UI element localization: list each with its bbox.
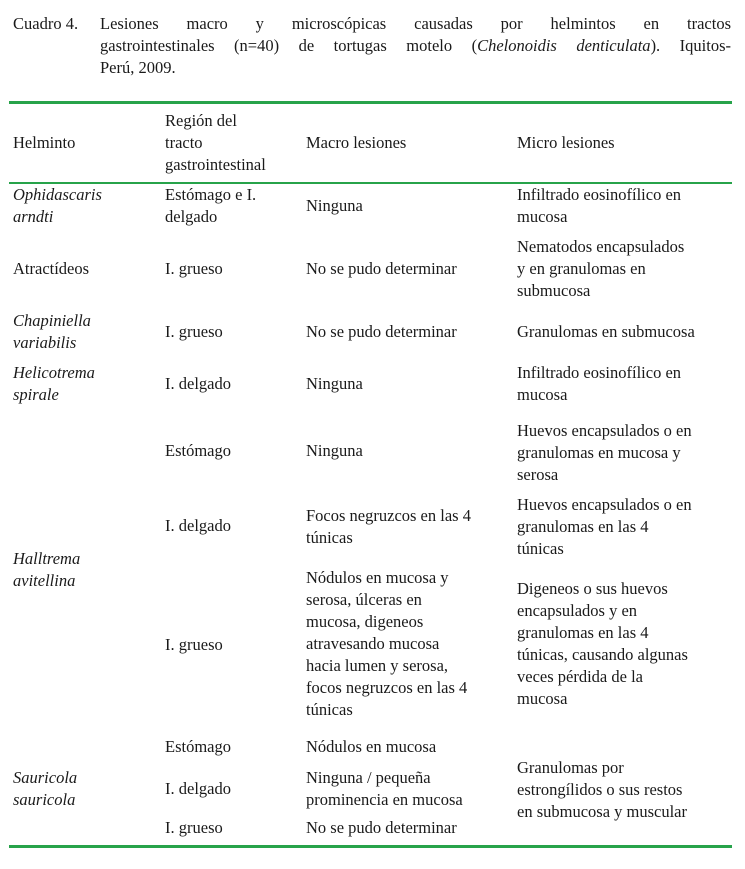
row-6-micro: Granulomas por estrongílidos o sus restos en submucosa y muscular [517,758,688,821]
row-4-helminto: Helicotrema spirale [13,363,95,404]
header-region: Región del tracto gastrointestinal [165,111,266,174]
row-5b-micro: Huevos encapsulados o en granulomas en las 4 túnicas [517,495,692,558]
row-5b-macro: Focos negruzcos en las 4 túnicas [306,506,471,547]
row-2-helminto: Atractídeos [13,259,90,278]
caption-species: Chelonoidis denticulata [477,36,651,55]
table-top-rule [9,101,732,104]
row-1-micro: Infiltrado eosinofílico en mucosa [517,185,682,226]
row-5a-micro: Huevos encapsulados o en granulomas en mucosa y serosa [517,421,692,484]
caption-line-2: gastrointestinales (n=40) de tortugas motelo (Chelonoidis denticulata). Iquitos- [100,36,731,55]
row-5-helminto: Halltrema avitellina [13,549,81,590]
row-1-macro: Ninguna [306,196,363,215]
row-1-region: Estómago e I. delgado [165,185,257,226]
row-4-micro: Infiltrado eosinofílico en mucosa [517,363,682,404]
table-caption [13,13,731,79]
row-4-macro: Ninguna [306,374,363,393]
caption-line-1: Lesiones macro y microscópicas causadas por helmintos en tractos [100,14,731,33]
row-2-micro: Nematodos encapsulados y en granulomas en submucosa [517,237,685,300]
caption-line-3: Perú, 2009. [100,58,176,77]
row-3-micro: Granulomas en submucosa [517,322,695,341]
row-3-helminto: Chapiniella variabilis [13,311,91,352]
table-bottom-rule [9,845,732,848]
header-macro: Macro lesiones [306,133,407,152]
row-2-macro: No se pudo determinar [306,259,457,278]
row-6c-region: I. grueso [165,818,223,837]
row-5a-macro: Ninguna [306,441,363,460]
row-2-region: I. grueso [165,259,223,278]
row-5c-micro: Digeneos o sus huevos encapsulados y en granulomas en las 4 túnicas, causando algunas veces pérdida de la mucosa [517,579,688,708]
header-helminto: Helminto [13,133,76,152]
row-6b-macro: Ninguna / pequeña prominencia en mucosa [306,768,463,809]
row-3-region: I. grueso [165,322,223,341]
row-6c-macro: No se pudo determinar [306,818,457,837]
row-3-macro: No se pudo determinar [306,322,457,341]
row-6b-region: I. delgado [165,779,231,798]
header-micro: Micro lesiones [517,133,615,152]
row-1-helminto: Ophidascaris arndti [13,185,102,226]
row-5b-region: I. delgado [165,516,231,535]
row-5c-macro: Nódulos en mucosa y serosa, úlceras en mucosa, digeneos atravesando mucosa hacia lumen y serosa, focos negruzcos en las 4 túnicas [306,568,468,719]
row-5c-region: I. grueso [165,635,223,654]
row-6-helminto: Sauricola sauricola [13,768,78,809]
row-4-region: I. delgado [165,374,231,393]
row-6a-macro: Nódulos en mucosa [306,737,437,756]
row-5a-region: Estómago [165,441,231,460]
row-6a-region: Estómago [165,737,231,756]
caption-label: Cuadro 4. [13,14,79,33]
